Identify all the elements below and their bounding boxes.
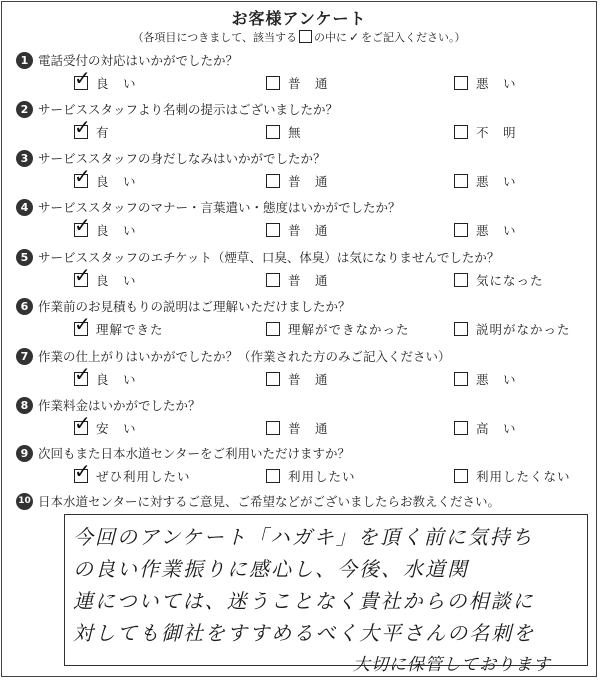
question-5: [20, 247, 576, 295]
answer-option[interactable]: [266, 370, 329, 388]
checked-checkbox[interactable]: [74, 312, 91, 336]
checked-checkbox[interactable]: [74, 459, 91, 483]
option-label: 利用したい: [288, 469, 356, 484]
instruction-after: をご記入ください。）: [361, 31, 466, 44]
checkmark-icon: ✓: [74, 263, 91, 287]
question-text: サービススタッフのマナー・言葉遣い・態度はいかがでしたか？: [38, 200, 401, 215]
page-title: お客様アンケート: [231, 9, 367, 28]
option-label: 高 い: [476, 421, 517, 436]
checkbox[interactable]: [454, 372, 468, 386]
question-text: 作業料金はいかがでしたか？: [38, 398, 201, 413]
checkmark-icon: ✓: [74, 164, 91, 188]
answer-option[interactable]: [74, 362, 137, 388]
answer-option[interactable]: [454, 221, 517, 239]
answer-option[interactable]: [266, 419, 329, 437]
question-1: [20, 50, 576, 98]
question-text: 作業の仕上がりはいかがでしたか？（作業された方のみご記入ください）: [38, 349, 451, 364]
answer-option[interactable]: [454, 467, 571, 485]
checkmark-icon: ✓: [74, 411, 91, 435]
checked-checkbox[interactable]: [74, 115, 91, 139]
answer-option[interactable]: [266, 172, 329, 190]
checkbox[interactable]: [266, 223, 280, 237]
option-label: 悪 い: [476, 76, 517, 91]
option-label: 悪 い: [476, 174, 517, 189]
option-label: 良 い: [96, 273, 137, 288]
checkmark-icon: ✓: [74, 459, 91, 483]
option-label: 有: [96, 125, 110, 140]
question-number-badge: 10: [16, 493, 33, 510]
option-label: 説明がなかった: [476, 322, 571, 337]
answer-option[interactable]: [74, 411, 137, 437]
checkbox[interactable]: [266, 372, 280, 386]
option-label: 気になった: [476, 273, 544, 288]
option-label: 良 い: [96, 76, 137, 91]
question-number-badge: 8: [16, 397, 33, 414]
question-text: サービススタッフの身だしなみはいかがでしたか？: [38, 151, 326, 166]
answer-option[interactable]: [454, 370, 517, 388]
option-label: 理解できた: [96, 322, 164, 337]
checkbox[interactable]: [454, 421, 468, 435]
checkbox[interactable]: [266, 322, 280, 336]
question-number-badge: 6: [16, 298, 33, 315]
checkbox[interactable]: [454, 223, 468, 237]
comment-box[interactable]: [64, 514, 588, 675]
option-label: 普 通: [288, 76, 329, 91]
option-label: 利用したくない: [476, 469, 571, 484]
checked-checkbox[interactable]: [74, 66, 91, 90]
question-number-badge: 9: [16, 445, 33, 462]
question-6: [20, 296, 576, 344]
comment-line: 今回のアンケート「ハガキ」を頂く前に気持ち: [73, 525, 534, 549]
comment-text: [73, 521, 583, 681]
sample-checkbox-icon: [299, 30, 312, 43]
option-label: 悪 い: [476, 223, 517, 238]
checkmark-icon: ✓: [349, 30, 360, 44]
checkbox[interactable]: [454, 469, 468, 483]
checkbox[interactable]: [454, 174, 468, 188]
option-label: 不 明: [476, 125, 517, 140]
checkbox[interactable]: [266, 174, 280, 188]
option-label: 普 通: [288, 273, 329, 288]
answer-option[interactable]: [266, 271, 329, 289]
question-9: [20, 443, 576, 491]
question-text: 次回もまた日本水道センターをご利用いただけますか？: [38, 446, 351, 461]
answer-option[interactable]: [266, 123, 302, 141]
option-label: ぜひ利用したい: [96, 469, 191, 484]
answer-option[interactable]: [74, 213, 137, 239]
option-label: 普 通: [288, 421, 329, 436]
comment-line: 対しても御社をすすめるべく大平さんの名刺を: [73, 621, 536, 645]
checkmark-icon: ✓: [74, 66, 91, 90]
question-4: [20, 197, 576, 245]
question-text: 日本水道センターに対するご意見、ご希望などがございましたらお教えください。: [38, 494, 501, 509]
checkbox[interactable]: [454, 273, 468, 287]
question-text: サービススタッフより名刺の提示はございましたか？: [38, 102, 339, 117]
checked-checkbox[interactable]: [74, 411, 91, 435]
instruction-middle: の中に: [314, 31, 347, 44]
instruction-before: （各項目につきまして、該当する: [132, 31, 297, 44]
answer-option[interactable]: [454, 123, 517, 141]
option-label: 良 い: [96, 174, 137, 189]
checked-checkbox[interactable]: [74, 164, 91, 188]
answer-option[interactable]: [266, 74, 329, 92]
comment-line: 大切に保管しております: [353, 655, 551, 675]
question-number-badge: 3: [16, 150, 33, 167]
comment-line: 連については、迷うことなく貴社からの相談に: [73, 589, 535, 613]
answer-option[interactable]: [454, 271, 544, 289]
question-number-badge: 4: [16, 199, 33, 216]
answer-option[interactable]: [454, 74, 517, 92]
question-text: サービススタッフのエチケット（煙草、口臭、体臭）は気になりませんでしたか？: [38, 250, 500, 265]
option-label: 良 い: [96, 372, 137, 387]
answer-option[interactable]: [454, 320, 571, 338]
option-label: 普 通: [288, 174, 329, 189]
question-2: [20, 99, 576, 147]
checked-checkbox[interactable]: [74, 362, 91, 386]
answer-option[interactable]: [74, 164, 137, 190]
question-number-badge: 1: [16, 52, 33, 69]
question-number-badge: 2: [16, 101, 33, 118]
checkbox[interactable]: [454, 76, 468, 90]
option-label: 良 い: [96, 223, 137, 238]
answer-option[interactable]: [454, 172, 517, 190]
option-label: 安 い: [96, 421, 137, 436]
comment-line: の良い作業振りに感心し、今後、水道関: [73, 557, 469, 581]
checkbox[interactable]: [266, 469, 280, 483]
answer-option[interactable]: [266, 467, 356, 485]
answer-option[interactable]: [74, 312, 164, 338]
answer-option[interactable]: [266, 320, 410, 338]
answer-option[interactable]: [266, 221, 329, 239]
checkbox[interactable]: [454, 125, 468, 139]
question-number-badge: 7: [16, 348, 33, 365]
checkbox[interactable]: [266, 125, 280, 139]
answer-option[interactable]: [74, 66, 137, 92]
checkbox[interactable]: [266, 421, 280, 435]
checked-checkbox[interactable]: [74, 263, 91, 287]
question-8: [20, 395, 576, 443]
option-label: 普 通: [288, 223, 329, 238]
instruction-text: [2, 29, 596, 45]
checkbox[interactable]: [266, 273, 280, 287]
question-7: [20, 346, 576, 394]
answer-option[interactable]: [74, 115, 110, 141]
answer-option[interactable]: [74, 263, 137, 289]
checkmark-icon: ✓: [74, 213, 91, 237]
option-label: 悪 い: [476, 372, 517, 387]
question-3: [20, 148, 576, 196]
checkbox[interactable]: [454, 322, 468, 336]
question-number-badge: 5: [16, 249, 33, 266]
question-text: 電話受付の対応はいかがでしたか？: [38, 53, 239, 68]
checked-checkbox[interactable]: [74, 213, 91, 237]
checkbox[interactable]: [266, 76, 280, 90]
option-label: 理解ができなかった: [288, 322, 410, 337]
answer-option[interactable]: [74, 459, 191, 485]
answer-option[interactable]: [454, 419, 517, 437]
survey-form: [1, 1, 597, 677]
question-text: 作業前のお見積もりの説明はご理解いただけましたか？: [38, 299, 351, 314]
option-label: 無: [288, 125, 302, 140]
checkmark-icon: ✓: [74, 362, 91, 386]
checkmark-icon: ✓: [74, 115, 91, 139]
checkmark-icon: ✓: [74, 312, 91, 336]
option-label: 普 通: [288, 372, 329, 387]
